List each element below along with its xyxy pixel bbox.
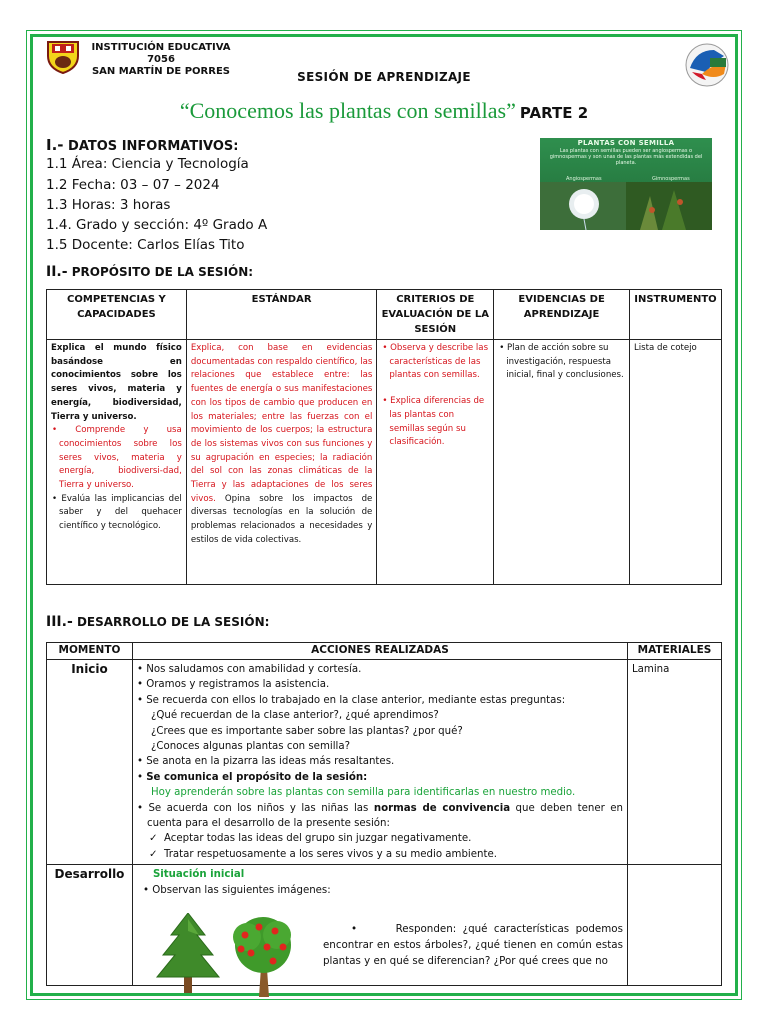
inicio-action-1-text: Nos saludamos con amabilidad y cortesía. (146, 664, 362, 675)
inicio-action-4: • Se anota en la pizarra las ideas más resaltantes. (136, 756, 395, 768)
inicio-action-6-pre: Se acuerda con los niños y las niñas las (148, 802, 374, 814)
session-label: SESIÓN DE APRENDIZAJE (297, 70, 471, 84)
col-estandar: ESTÁNDAR (186, 290, 377, 340)
estandar-black-text: Opina sobre los impactos de diversas tecnologías en la solución de problemas relacionados a necesidades y estilos de vida colectivas. (190, 493, 373, 545)
proposito-heading (46, 264, 253, 280)
inicio-actions (132, 660, 627, 865)
desarrollo-actions (132, 865, 627, 986)
capacidad-1: • Comprende y usa conocimientos sobre los seres vivos, materia y energía, biodiversi-dad, Tierra y universo. (52, 425, 182, 491)
inicio-action-4-text: Se anota en la pizarra las ideas más resaltantes. (146, 756, 395, 768)
desarrollo-table (46, 642, 722, 986)
proposito-row (47, 340, 722, 585)
inicio-label: Inicio (47, 660, 133, 865)
inicio-action-2-text: Oramos y registramos la asistencia. (146, 679, 330, 691)
school-name-line1: INSTITUCIÓN EDUCATIVA 7056 (91, 42, 231, 65)
evidencia-item: • Plan de acción sobre su investigación, respuesta inicial, final y conclusiones. (499, 343, 624, 381)
proposito-table (46, 289, 722, 585)
session-title (0, 98, 768, 124)
session-title-text: “Conocemos las plantas con semillas” (179, 98, 516, 123)
estandar-red-text: Explica, con base en evidencias documentadas con respaldo científico, las relaciones que establece entre: las fuentes de energía o sus manifestaciones con los tipos de cambio que producen en los materiales; entre las fuerzas con el movimiento de los cuerpos; la estructura de los sistemas vivos con sus funciones y su agrupación en especies; la radiación del sol con las zonas climáticas de la Tierra y las adaptaciones de los seres vivos. (190, 343, 373, 504)
instrumento-cell: Lista de cotejo (629, 340, 721, 585)
pine-tree-image (153, 913, 223, 995)
inicio-question-2: ¿Crees que es importante saber sobre las plantas? ¿por qué? (150, 725, 463, 737)
proposito-header-row (47, 290, 722, 340)
proposito-heading-num: II.- (46, 264, 68, 280)
banner-right-label: Gimnospermas (652, 176, 690, 182)
col-materiales: MATERIALES (628, 643, 722, 660)
desarrollo-label: Desarrollo (47, 865, 133, 986)
info-fecha: 1.2 Fecha: 03 – 07 – 2024 (46, 177, 220, 193)
inicio-action-3-text: Se recuerda con ellos lo trabajado en la clase anterior, mediante estas preguntas: (146, 694, 566, 706)
situacion-inicial: Situación inicial (152, 869, 245, 881)
inicio-action-5-text: Se comunica el propósito de la sesión: (146, 771, 368, 783)
col-evidencias: EVIDENCIAS DE APRENDIZAJE (494, 290, 630, 340)
observe-item: • Observan las siguientes imágenes: (142, 884, 331, 896)
capacidad-1-text: Comprende y usa conocimientos sobre los seres vivos, materia y energía, biodiversi-dad, Tierra y universo. (59, 425, 182, 491)
checkmark-icon: ✓ (148, 833, 158, 845)
inicio-action-3: • Se recuerda con ellos lo trabajado en la clase anterior, mediante estas preguntas: (136, 694, 566, 706)
info-docente: 1.5 Docente: Carlos Elías Tito (46, 237, 245, 253)
datos-heading-text: DATOS INFORMATIVOS: (68, 139, 239, 154)
estandar-cell (186, 340, 377, 585)
inicio-action-5: • Se comunica el propósito de la sesión: (136, 771, 368, 783)
inicio-action-6-post: que deben tener en cuenta para el desarrollo de la presente sesión: (146, 802, 624, 830)
evidencia-text: Plan de acción sobre su investigación, respuesta inicial, final y conclusiones. (506, 343, 624, 381)
col-competencias: COMPETENCIAS Y CAPACIDADES (47, 290, 187, 340)
desarrollo-row (47, 865, 722, 986)
inicio-action-6-bold: normas de convivencia (373, 802, 511, 814)
capacidad-2: • Evalúa las implicancias del saber y del quehacer científico y tecnológico. (52, 493, 182, 532)
plants-banner-image (540, 138, 712, 230)
school-crest-logo (46, 38, 80, 74)
convivencia-rule-2 (137, 847, 623, 862)
inicio-action-2: • Oramos y registramos la asistencia. (136, 679, 330, 691)
banner-title: PLANTAS CON SEMILLA (577, 139, 675, 147)
criterios-cell (377, 340, 494, 585)
inicio-action-1: • Nos saludamos con amabilidad y cortesía. (136, 664, 362, 675)
convivencia-rule-1-text: Aceptar todas las ideas del grupo sin juzgar negativamente. (164, 833, 472, 845)
checkmark-icon: ✓ (148, 848, 158, 860)
inicio-action-6: • Se acuerda con los niños y las niñas las normas de convivencia que deben tener en cuenta para el desarrollo de la presente sesión: (136, 802, 624, 830)
criterio-1-text: Observa y describe las características de las plantas con semillas. (389, 343, 489, 381)
inicio-purpose: Hoy aprenderán sobre las plantas con semilla para identificarlas en nuestro medio. (150, 787, 576, 799)
criterio-1: • Observa y describe las características de las plantas con semillas. (382, 343, 489, 381)
desarrollo-heading (46, 614, 269, 630)
banner-photos (540, 182, 712, 230)
info-grado: 1.4. Grado y sección: 4º Grado A (46, 217, 268, 233)
convivencia-rule-2-text: Tratar respetuosamente a los seres vivos y a su medio ambiente. (164, 848, 497, 860)
observe-text: Observan las siguientes imágenes: (152, 884, 331, 896)
apple-tree-image (225, 913, 301, 999)
responden-item: • Responden: ¿qué características podemos encontrar en estos árboles?, ¿qué tienen en común estas plantas y en qué se diferencian? ¿Por qué crees que no (322, 923, 623, 968)
col-acciones: ACCIONES REALIZADAS (132, 643, 627, 660)
criterio-2: • Explica diferencias de las plantas con semillas según su clasificación. (382, 396, 485, 448)
inicio-material: Lamina (628, 660, 722, 865)
banner-subtitle: Las plantas con semillas pueden ser angiospermas o gimnospermas y son unas de las plantas más extendidas del planeta. (549, 148, 703, 166)
datos-heading-num: I.- (46, 136, 64, 154)
desarrollo-heading-text: DESARROLLO DE LA SESIÓN: (76, 615, 270, 629)
col-criterios: CRITERIOS DE EVALUACIÓN DE LA SESIÓN (377, 290, 494, 340)
inicio-question-1: ¿Qué recuerdan de la clase anterior?, ¿qué aprendimos? (150, 710, 439, 722)
inicio-row (47, 660, 722, 865)
evidencias-cell (494, 340, 630, 585)
criterio-2-text: Explica diferencias de las plantas con semillas según su clasificación. (389, 396, 485, 448)
info-horas: 1.3 Horas: 3 horas (46, 197, 171, 213)
datos-heading (46, 136, 239, 154)
capacidad-2-text: Evalúa las implicancias del saber y del quehacer científico y tecnológico. (59, 493, 182, 532)
session-part: PARTE 2 (519, 104, 589, 122)
desarrollo-heading-num: III.- (46, 614, 73, 630)
proposito-heading-text: PROPÓSITO DE LA SESIÓN: (71, 265, 254, 279)
info-area: 1.1 Área: Ciencia y Tecnología (46, 156, 249, 172)
col-momento: MOMENTO (47, 643, 133, 660)
desarrollo-header-row (47, 643, 722, 660)
banner-left-label: Angiospermas (566, 176, 602, 182)
responden-text: Responden: ¿qué características podemos encontrar en estos árboles?, ¿qué tienen en común estas plantas y en qué se diferencian? ¿Por qué crees que no (322, 923, 623, 968)
convivencia-rule-1 (137, 831, 623, 846)
desarrollo-material (628, 865, 722, 986)
school-name-line2: SAN MARTÍN DE PORRES (91, 66, 230, 77)
competencias-cell (47, 340, 187, 585)
competencia-text: Explica el mundo físico basándose en conocimientos sobre los seres vivos, materia y energía, biodiversidad, Tierra y universo. (51, 343, 182, 422)
inicio-question-3: ¿Conoces algunas plantas con semilla? (150, 741, 351, 753)
col-instrumento: INSTRUMENTO (629, 290, 721, 340)
